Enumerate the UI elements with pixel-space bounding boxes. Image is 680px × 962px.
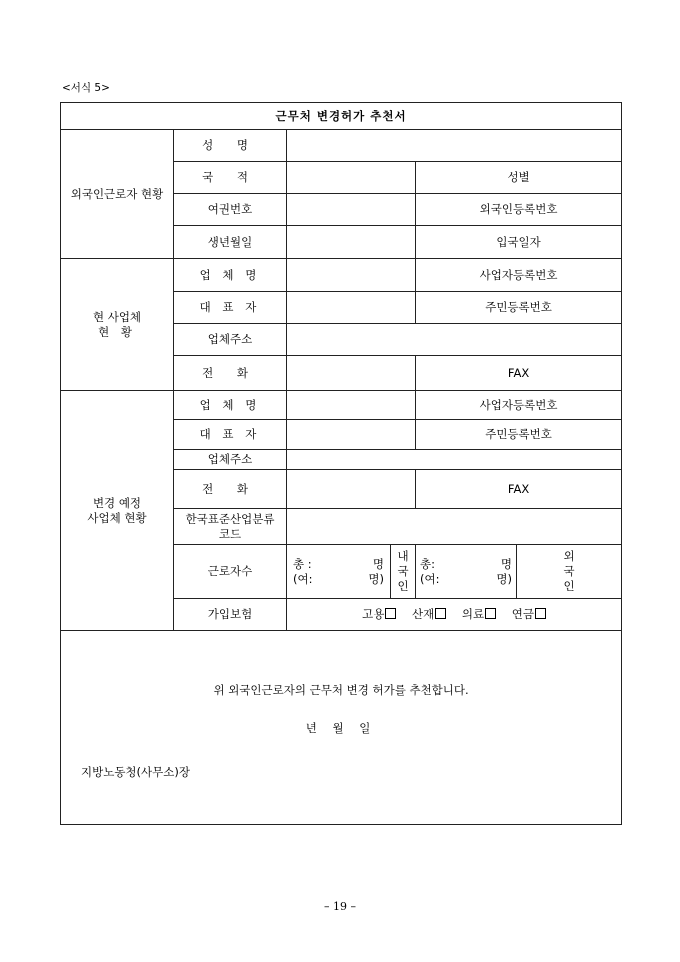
label-current-phone: 전 화 — [174, 356, 287, 391]
label-current-fax: FAX — [416, 356, 622, 391]
field-workers-domestic[interactable]: 총: 명 (여: 명) — [416, 545, 517, 599]
label-nationality: 국 적 — [174, 162, 287, 194]
field-passport[interactable] — [287, 194, 416, 226]
label-name: 성 명 — [174, 130, 287, 162]
field-name[interactable] — [287, 130, 622, 162]
label-birth: 생년월일 — [174, 226, 287, 259]
label-current-company: 업 체 명 — [174, 259, 287, 292]
field-current-phone[interactable] — [287, 356, 416, 391]
issuing-office: 지방노동청(사무소)장 — [81, 765, 190, 779]
checkbox-pension[interactable] — [535, 608, 546, 619]
field-industry-code[interactable] — [287, 509, 622, 545]
label-current-biz-reg: 사업자등록번호 — [416, 259, 622, 292]
label-current-address: 업체주소 — [174, 324, 287, 356]
label-passport: 여권번호 — [174, 194, 287, 226]
label-planned-company: 업 체 명 — [174, 391, 287, 420]
insurance-accident[interactable]: 산재 — [412, 607, 446, 621]
field-planned-ceo[interactable] — [287, 420, 416, 450]
foreign-worker-heading — [61, 130, 174, 259]
planned-heading-line1: 변경 예정 — [92, 495, 142, 510]
checkbox-medical[interactable] — [485, 608, 496, 619]
label-planned-phone: 전 화 — [174, 470, 287, 509]
field-planned-phone[interactable] — [287, 470, 416, 509]
field-current-address[interactable] — [287, 324, 622, 356]
foreign-worker-heading-text: 외국인근로자 현황 — [70, 186, 164, 201]
planned-company-heading — [61, 391, 174, 631]
label-current-ceo: 대 표 자 — [174, 292, 287, 324]
industry-code-line2: 코드 — [218, 526, 242, 541]
checkbox-employment[interactable] — [385, 608, 396, 619]
label-current-resident-reg: 주민등록번호 — [416, 292, 622, 324]
field-current-company[interactable] — [287, 259, 416, 292]
label-workers: 근로자수 — [174, 545, 287, 599]
label-planned-address: 업체주소 — [174, 450, 287, 470]
checkbox-accident[interactable] — [435, 608, 446, 619]
label-planned-fax: FAX — [416, 470, 622, 509]
field-planned-address[interactable] — [287, 450, 622, 470]
field-birth[interactable] — [287, 226, 416, 259]
field-current-ceo[interactable] — [287, 292, 416, 324]
form-number-label: <서식 5> — [62, 82, 110, 94]
recommendation-notice-block — [61, 631, 622, 825]
insurance-pension[interactable]: 연금 — [512, 607, 546, 621]
label-entry-date: 입국일자 — [416, 226, 622, 259]
recommendation-statement: 위 외국인근로자의 근무처 변경 허가를 추천합니다. — [213, 683, 469, 697]
form-table — [60, 102, 622, 825]
label-planned-resident-reg: 주민등록번호 — [416, 420, 622, 450]
label-industry-code — [174, 509, 287, 545]
current-heading-line2: 현 황 — [98, 324, 136, 339]
current-company-heading — [61, 259, 174, 391]
label-domestic: 내 국 인 — [391, 545, 416, 599]
industry-code-line1: 한국표준산업분류 — [185, 511, 275, 526]
label-foreign: 외 국 인 — [517, 545, 622, 599]
label-insurance: 가입보험 — [174, 599, 287, 631]
insurance-employment[interactable]: 고용 — [362, 607, 396, 621]
date-line: 년 월 일 — [305, 721, 377, 735]
page-number: – 19 – — [324, 900, 356, 913]
form-title: 근무처 변경허가 추천서 — [61, 103, 622, 130]
planned-heading-line2: 사업체 현황 — [87, 510, 147, 525]
field-planned-company[interactable] — [287, 391, 416, 420]
current-heading-line1: 현 사업체 — [92, 309, 142, 324]
label-planned-biz-reg: 사업자등록번호 — [416, 391, 622, 420]
label-alien-reg: 외국인등록번호 — [416, 194, 622, 226]
insurance-options — [287, 599, 622, 631]
recommendation-form — [60, 102, 621, 825]
field-nationality[interactable] — [287, 162, 416, 194]
label-planned-ceo: 대 표 자 — [174, 420, 287, 450]
insurance-medical[interactable]: 의료 — [462, 607, 496, 621]
field-workers-total[interactable]: 총 : 명 (여: 명) — [287, 545, 391, 599]
label-sex: 성별 — [416, 162, 622, 194]
